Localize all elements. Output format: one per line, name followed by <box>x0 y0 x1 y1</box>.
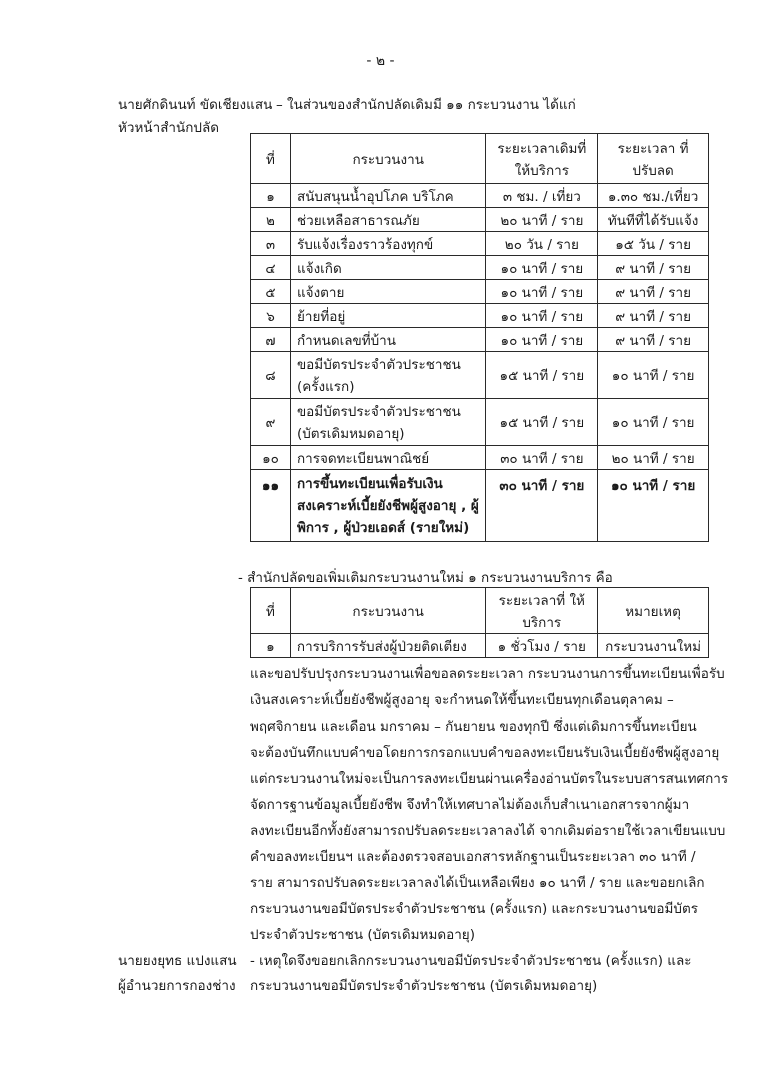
row-new-duration: ๙ นาที / ราย <box>598 280 709 304</box>
speaker2-line: กระบวนงานขอมีบัตรประจำตัวประชาชน (บัตรเดิมหมดอายุ) <box>250 978 598 994</box>
row-old-duration: ๑๐ นาที / ราย <box>486 256 598 280</box>
col-header-no: ที่ <box>251 134 291 184</box>
paragraph-line: เงินสงเคราะห์เบี้ยยังชีพผู้สูงอายุ จะกำหนดให้ขึ้นทะเบียนทุกเดือนตุลาคม – <box>250 692 674 708</box>
row-new-duration: ๑๐ นาที / ราย <box>598 470 709 542</box>
col-header-process: กระบวนงาน <box>290 588 485 634</box>
row-process: ย้ายที่อยู่ <box>290 304 486 328</box>
table-row <box>251 256 709 280</box>
row-no: ๓ <box>251 232 291 256</box>
table-row <box>251 304 709 328</box>
page-number: - ๒ - <box>366 53 395 69</box>
table-row <box>251 208 709 232</box>
row-no: ๙ <box>251 399 291 446</box>
speaker2-line: - เหตุใดจึงขอยกเลิกกระบวนงานขอมีบัตรประจำตัวประชาชน (ครั้งแรก) และ <box>250 953 692 969</box>
row-new-duration: ทันทีที่ได้รับแจ้ง <box>598 208 709 232</box>
row-old-duration: ๓ ชม. / เที่ยว <box>486 184 598 208</box>
row-old-duration: ๑๕ นาที / ราย <box>486 352 598 399</box>
speaker-statement: – ในส่วนของสำนักปลัดเดิมมี ๑๑ กระบวนงาน ได้แก่ <box>276 97 576 113</box>
table-row <box>251 634 709 658</box>
row-new-duration: ๑๐ นาที / ราย <box>598 352 709 399</box>
process-table <box>250 133 709 542</box>
paragraph-line: จะต้องบันทึกแบบคำขอโดยการกรอกแบบคำขอลงทะเบียนรับเงินเบี้ยยังชีพผู้สูงอายุ <box>250 745 720 761</box>
table-row <box>251 470 709 542</box>
row-process: กำหนดเลขที่บ้าน <box>290 328 486 352</box>
row-process: ขอมีบัตรประจำตัวประชาชน (ครั้งแรก) <box>290 352 486 399</box>
table-row <box>251 399 709 446</box>
row-remark: กระบวนงานใหม่ <box>598 634 709 658</box>
row-no: ๑ <box>251 184 291 208</box>
table-row <box>251 352 709 399</box>
row-process: การขึ้นทะเบียนเพื่อรับเงินสงเคราะห์เบี้ยยังชีพผู้สูงอายุ , ผู้พิการ , ผู้ป่วยเอดส์ (รายใหม่) <box>290 470 486 542</box>
col-header-no: ที่ <box>251 588 291 634</box>
row-old-duration: ๒๐ นาที / ราย <box>486 208 598 232</box>
row-process: การจดทะเบียนพาณิชย์ <box>290 446 486 470</box>
row-no: ๒ <box>251 208 291 232</box>
speaker2-title: ผู้อำนวยการกองช่าง <box>118 978 236 994</box>
row-no: ๑๑ <box>251 470 291 542</box>
paragraph-line: พฤศจิกายน และเดือน มกราคม – กันยายน ของทุกปี ซึ่งแต่เดิมการขึ้นทะเบียน <box>250 719 697 735</box>
paragraph-line: และขอปรับปรุงกระบวนงานเพื่อขอลดระยะเวลา กระบวนงานการขึ้นทะเบียนเพื่อรับ <box>250 666 725 682</box>
col-header-process: กระบวนงาน <box>290 134 486 184</box>
row-old-duration: ๓๐ นาที / ราย <box>486 470 598 542</box>
col-header-new-duration: ระยะเวลา ที่ ปรับลด <box>598 134 709 184</box>
row-new-duration: ๑๕ วัน / ราย <box>598 232 709 256</box>
speaker-name: นายศักดินนท์ ขัดเชียงแสน <box>118 97 273 113</box>
paragraph-line: กระบวนงานขอมีบัตรประจำตัวประชาชน (ครั้งแรก) และกระบวนงานขอมีบัตร <box>250 901 699 917</box>
row-no: ๕ <box>251 280 291 304</box>
table-row <box>251 328 709 352</box>
row-process: ขอมีบัตรประจำตัวประชาชน (บัตรเดิมหมดอายุ) <box>290 399 486 446</box>
row-old-duration: ๓๐ นาที / ราย <box>486 446 598 470</box>
new-process-intro: - สำนักปลัดขอเพิ่มเติมกระบวนงานใหม่ ๑ กระบวนงานบริการ คือ <box>238 570 613 586</box>
table-row <box>251 232 709 256</box>
row-no: ๔ <box>251 256 291 280</box>
table-row <box>251 446 709 470</box>
speaker2-name: นายยงยุทธ แปงแสน <box>118 953 237 969</box>
table-header-row <box>251 588 709 634</box>
row-no: ๘ <box>251 352 291 399</box>
row-process: รับแจ้งเรื่องราวร้องทุกข์ <box>290 232 486 256</box>
paragraph-line: คำขอลงทะเบียนฯ และต้องตรวจสอบเอกสารหลักฐานเป็นระยะเวลา ๓๐ นาที / <box>250 849 696 865</box>
row-process: สนับสนุนน้ำอุปโภค บริโภค <box>290 184 486 208</box>
row-old-duration: ๒๐ วัน / ราย <box>486 232 598 256</box>
row-old-duration: ๑๕ นาที / ราย <box>486 399 598 446</box>
row-new-duration: ๑.๓๐ ชม./เที่ยว <box>598 184 709 208</box>
col-header-remark: หมายเหตุ <box>598 588 709 634</box>
row-no: ๗ <box>251 328 291 352</box>
table-row <box>251 184 709 208</box>
row-new-duration: ๑๐ นาที / ราย <box>598 399 709 446</box>
new-process-table <box>250 587 709 658</box>
paragraph-line: ลงทะเบียนอีกทั้งยังสามารถปรับลดระยะเวลาลงได้ จากเดิมต่อรายใช้เวลาเขียนแบบ <box>250 823 726 839</box>
row-no: ๑ <box>251 634 291 658</box>
paragraph-line: จัดการฐานข้อมูลเบี้ยยังชีพ จึงทำให้เทศบาลไม่ต้องเก็บสำเนาเอกสารจากผู้มา <box>250 797 690 813</box>
col-header-duration: ระยะเวลาที่ ให้บริการ <box>486 588 598 634</box>
row-no: ๑๐ <box>251 446 291 470</box>
table-header-row <box>251 134 709 184</box>
col-header-old-duration: ระยะเวลาเดิมที่ ให้บริการ <box>486 134 598 184</box>
paragraph-line: ราย สามารถปรับลดระยะเวลาลงได้เป็นเหลือเพียง ๑๐ นาที / ราย และขอยกเลิก <box>250 875 705 891</box>
row-new-duration: ๙ นาที / ราย <box>598 328 709 352</box>
row-no: ๖ <box>251 304 291 328</box>
row-new-duration: ๙ นาที / ราย <box>598 256 709 280</box>
row-process: แจ้งเกิด <box>290 256 486 280</box>
row-duration: ๑ ชั่วโมง / ราย <box>486 634 598 658</box>
row-old-duration: ๑๐ นาที / ราย <box>486 280 598 304</box>
speaker-title: หัวหน้าสำนักปลัด <box>118 120 220 136</box>
table-row <box>251 280 709 304</box>
row-new-duration: ๒๐ นาที / ราย <box>598 446 709 470</box>
row-process: ช่วยเหลือสาธารณภัย <box>290 208 486 232</box>
row-new-duration: ๙ นาที / ราย <box>598 304 709 328</box>
paragraph-line: แต่กระบวนงานใหม่จะเป็นการลงทะเบียนผ่านเครื่องอ่านบัตรในระบบสารสนเทศการ <box>250 771 729 787</box>
paragraph-line: ประจำตัวประชาชน (บัตรเดิมหมดอายุ) <box>250 927 475 943</box>
row-process: การบริการรับส่งผู้ป่วยติดเตียง <box>290 634 485 658</box>
row-old-duration: ๑๐ นาที / ราย <box>486 328 598 352</box>
row-process: แจ้งตาย <box>290 280 486 304</box>
row-old-duration: ๑๐ นาที / ราย <box>486 304 598 328</box>
